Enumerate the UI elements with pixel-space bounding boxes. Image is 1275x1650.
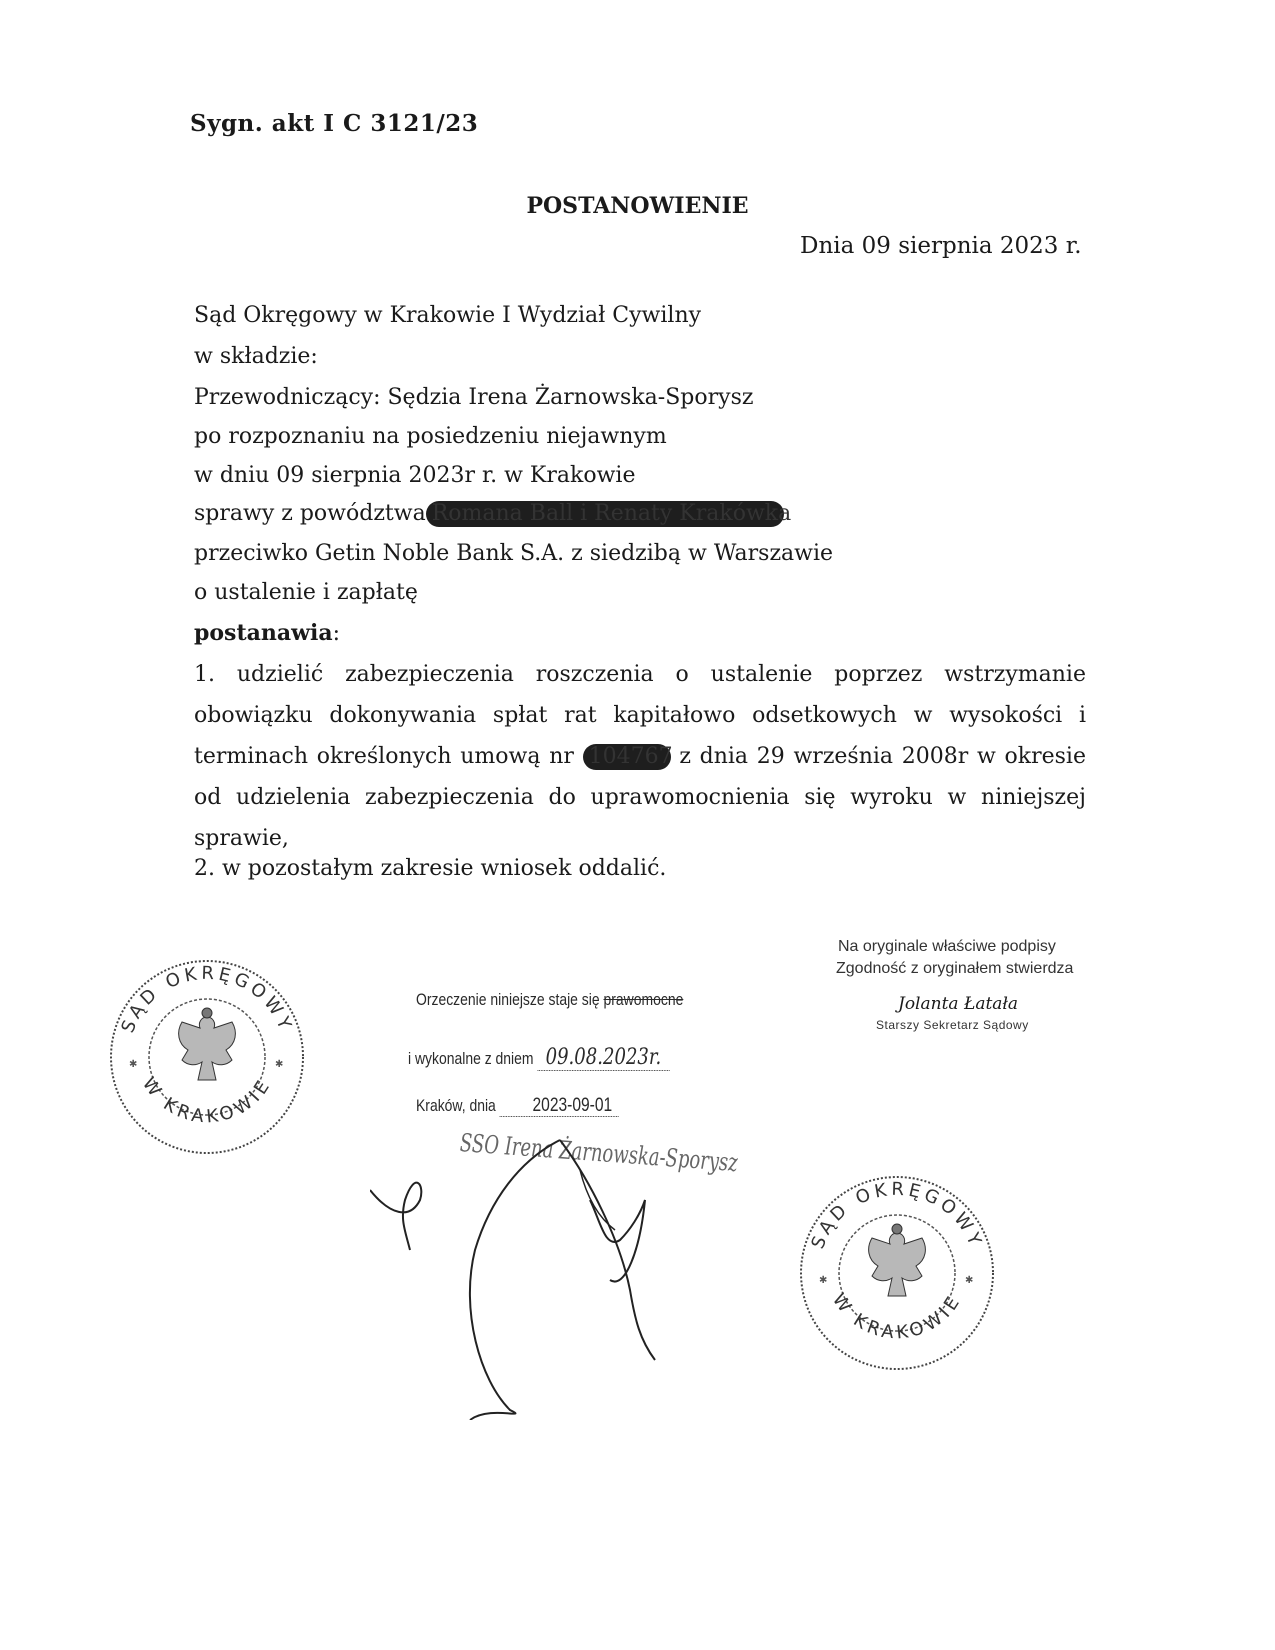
- certification-line-2: Zgodność z oryginałem stwierdza: [836, 960, 1074, 977]
- plaintiff-prefix: sprawy z powództwa: [194, 501, 426, 526]
- finality-line-2-prefix: i wykonalne z dniem: [408, 1049, 534, 1068]
- finality-line-2: [408, 1045, 669, 1070]
- composition-label: w składzie:: [194, 344, 318, 369]
- eagle-emblem-icon: [179, 1008, 236, 1080]
- issue-date: 2023-09-01: [500, 1095, 619, 1117]
- seal-left-text-bottom: W KRAKOWIE: [137, 1073, 276, 1128]
- court-name: Sąd Okręgowy w Krakowie I Wydział Cywilny: [194, 303, 702, 328]
- ruling-item-2: 2. w pozostałym zakresie wniosek oddalić.: [194, 856, 667, 881]
- presiding-judge: Przewodniczący: Sędzia Irena Żarnowska-Sporysz: [194, 385, 754, 410]
- finality-line-1: [416, 990, 683, 1010]
- seal-right-text-top: SĄD OKRĘGOWY: [807, 1178, 987, 1252]
- case-reference: Sygn. akt I C 3121/23: [190, 110, 479, 137]
- seal-right-text-bottom: W KRAKOWIE: [827, 1289, 966, 1344]
- decision-line: [194, 620, 340, 646]
- court-seal-right: [797, 1173, 997, 1373]
- court-seal-left: [107, 957, 307, 1157]
- certification-signature: Jolanta Łatała: [898, 994, 1019, 1014]
- subject-line: o ustalenie i zapłatę: [194, 580, 418, 605]
- plaintiff-redacted: Romana Ball i Renaty Krakówka: [426, 501, 784, 527]
- svg-text:✱: ✱: [129, 1059, 138, 1070]
- judge-signature-scribble: [370, 1120, 690, 1420]
- finality-line-3-prefix: Kraków, dnia: [416, 1096, 496, 1115]
- document-title: POSTANOWIENIE: [526, 193, 749, 219]
- finality-line-1-prefix: Orzeczenie niniejsze staje się: [416, 990, 600, 1009]
- certification-line-1: Na oryginale właściwe podpisy: [838, 938, 1056, 955]
- judge-stamp: SSO Irena Żarnowska-Sporysz: [459, 1128, 739, 1178]
- decision-word: postanawia: [194, 620, 333, 646]
- plaintiff-line: [194, 501, 792, 527]
- svg-text:✱: ✱: [819, 1275, 828, 1286]
- svg-text:W KRAKOWIE: [138, 1074, 276, 1128]
- defendant-line: przeciwko Getin Noble Bank S.A. z siedzibą w Warszawie: [194, 541, 834, 566]
- certification-role: Starszy Sekretarz Sądowy: [876, 1018, 1029, 1032]
- session-date: w dniu 09 sierpnia 2023r r. w Krakowie: [194, 463, 636, 488]
- svg-text:✱: ✱: [275, 1059, 284, 1070]
- svg-text:✱: ✱: [965, 1275, 974, 1286]
- document-date: Dnia 09 sierpnia 2023 r.: [800, 233, 1082, 259]
- ruling-1-text-after: z dnia 29 września 2008r w okresie od udzielenia zabezpieczenia do uprawomocnienia się wyroku w niniejszej sprawie,: [194, 744, 1086, 851]
- ruling-item-1: [194, 654, 1086, 859]
- svg-text:W KRAKOWIE: [828, 1290, 966, 1344]
- ruling-1-text-before: 1. udzielić zabezpieczenia roszczenia o ustalenie poprzez wstrzymanie obowiązku dokonywania spłat rat kapitałowo odsetkowych w wysokości i terminach określonych umową nr: [194, 662, 1086, 769]
- eagle-emblem-icon: [869, 1224, 926, 1296]
- seal-left-text-top: SĄD OKRĘGOWY: [117, 962, 297, 1036]
- contract-number-redacted: 104767: [583, 744, 671, 770]
- finality-line-3: [416, 1095, 619, 1117]
- session-type: po rozpoznaniu na posiedzeniu niejawnym: [194, 424, 667, 449]
- decision-colon: :: [332, 621, 341, 646]
- finality-struck-word: prawomocne: [603, 990, 684, 1009]
- finality-date: 09.08.2023r.: [537, 1045, 669, 1071]
